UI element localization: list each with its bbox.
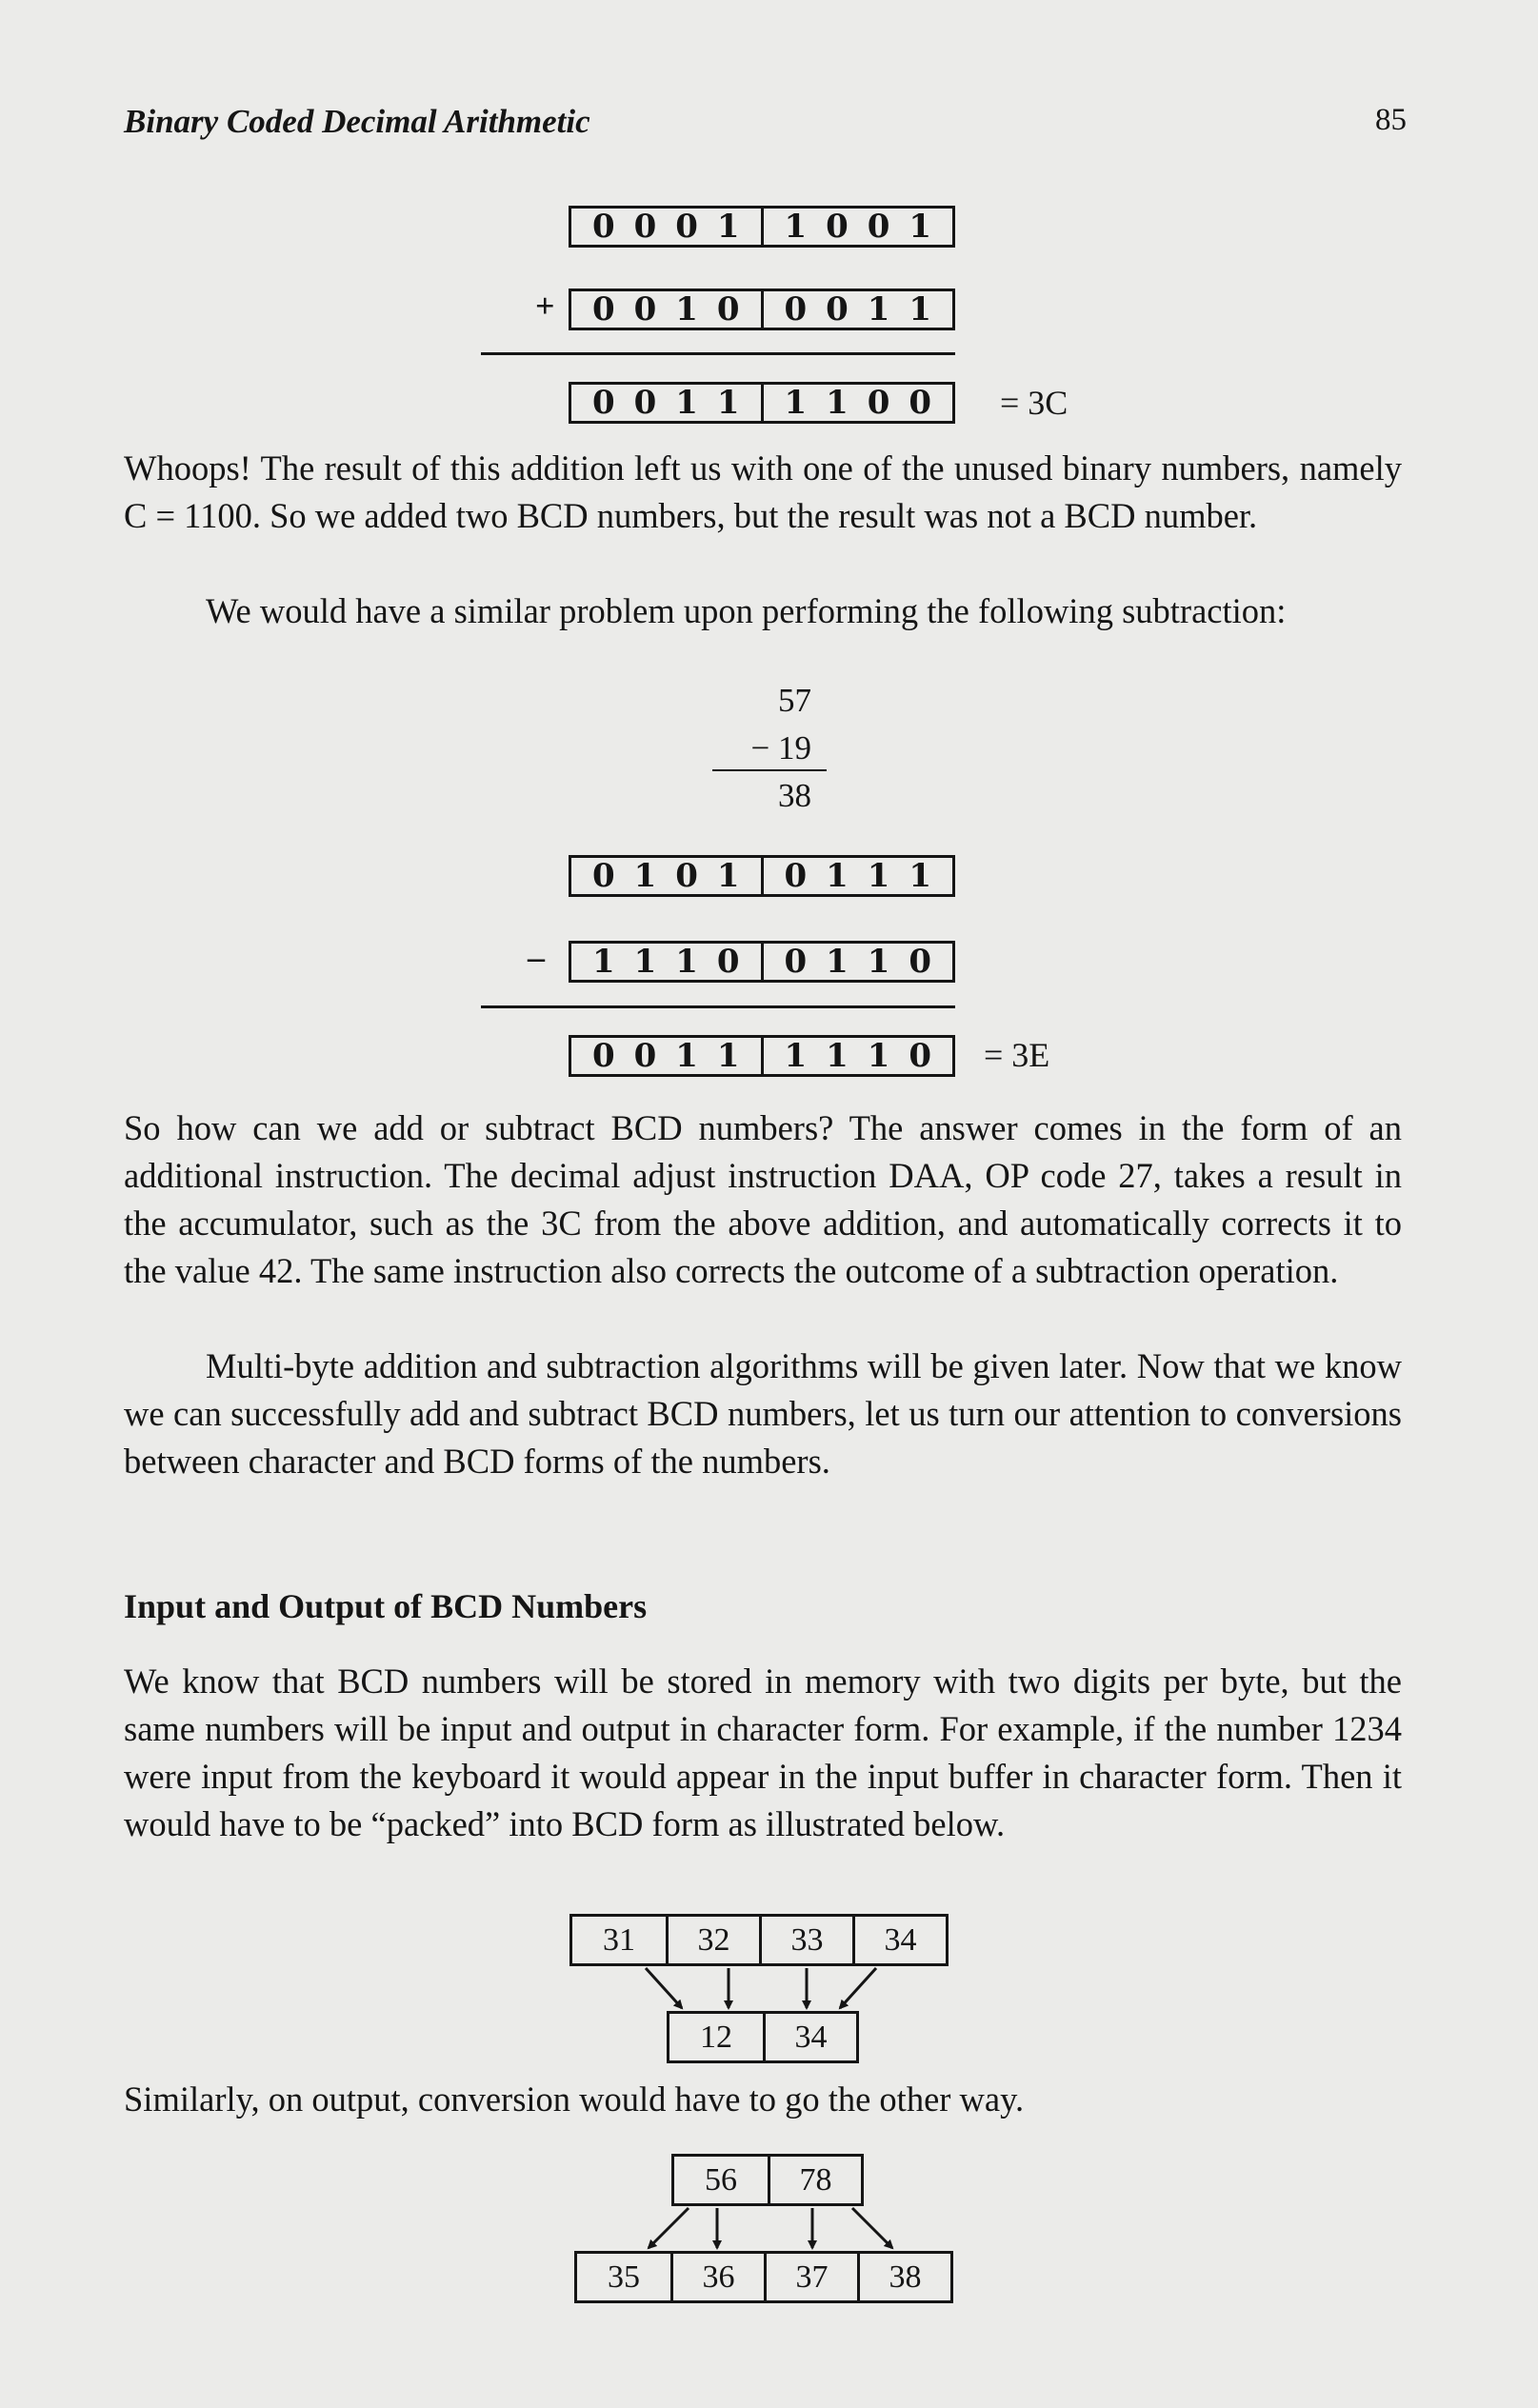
bit: 0 (633, 1037, 657, 1075)
plus-sign: + (535, 287, 555, 325)
char-byte-cell: 37 (764, 2254, 857, 2300)
bcd-byte-cell: 56 (705, 2161, 737, 2198)
low-nibble (761, 858, 953, 894)
bcd-byte-cell: 12 (700, 2019, 732, 2055)
bit: 0 (675, 857, 698, 895)
bit: 0 (675, 208, 698, 246)
section-heading: Input and Output of BCD Numbers (124, 1587, 648, 1625)
difference-hex-label: = 3E (984, 1036, 1050, 1074)
minuend: 57 (778, 682, 811, 719)
bit: 0 (591, 857, 615, 895)
bit: 1 (675, 1037, 698, 1075)
difference-line (712, 769, 827, 771)
difference-line-binary (481, 1005, 955, 1008)
bit: 1 (826, 384, 849, 422)
bit: 0 (909, 1037, 932, 1075)
char-byte-cell: 33 (759, 1917, 852, 1963)
sum-byte (569, 382, 955, 424)
paragraph-daa: So how can we add or subtract BCD numbers? The answer comes in the form of an additional instruction. The decimal adjust instruction DAA, OP code 27, takes a result in the accumulator, such as the 3C from the above addition, and automatically corrects it to the value 42. The same instruction also corrects the outcome of a subtraction operation. (124, 1108, 1402, 1290)
minus-sign: – (528, 938, 545, 976)
addend-2-byte (569, 289, 955, 330)
sum-hex-label: = 3C (1000, 384, 1069, 422)
bit: 0 (909, 384, 932, 422)
unpack-arrows (574, 2206, 955, 2254)
bit: 0 (784, 290, 808, 328)
minuend-byte (569, 855, 955, 897)
paragraph-whoops: Whoops! The result of this addition left us with one of the unused binary numbers, namely C = 1100. So we added two BCD numbers, but the result was not a BCD number. (124, 448, 1402, 535)
subtrahend: − 19 (750, 729, 811, 766)
bit: 0 (826, 208, 849, 246)
difference: 38 (778, 777, 811, 814)
paragraph-input-output: We know that BCD numbers will be stored in memory with two digits per byte, but the same numbers will be input and output in character form. For example, if the number 1234 were input from the keyboard it would appear in the input buffer in character form. Then it would have to be “packed” into BCD form as illustrated below. (124, 1662, 1402, 1843)
bit: 1 (784, 384, 808, 422)
running-title: Binary Coded Decimal Arithmetic (124, 103, 590, 140)
bit: 0 (716, 290, 740, 328)
bit: 1 (633, 943, 657, 981)
bit: 0 (591, 384, 615, 422)
sum-line (481, 352, 955, 355)
character-bytes-row-output (574, 2251, 953, 2303)
bit: 1 (591, 943, 615, 981)
bit: 0 (633, 384, 657, 422)
arrow-icon (649, 2208, 689, 2248)
bit: 1 (675, 290, 698, 328)
arrow-icon (852, 2208, 892, 2248)
bit: 1 (909, 290, 932, 328)
high-nibble (571, 385, 761, 421)
bit: 1 (716, 384, 740, 422)
bit: 0 (909, 943, 932, 981)
paragraph-output: Similarly, on output, conversion would have to go the other way. (124, 2080, 1025, 2119)
paragraph-similar-problem: We would have a similar problem upon performing the following subtraction: (206, 591, 1287, 630)
bit: 1 (633, 857, 657, 895)
bit: 1 (909, 857, 932, 895)
bit: 1 (716, 857, 740, 895)
page-number: 85 (1375, 103, 1407, 137)
bit: 1 (675, 384, 698, 422)
low-nibble (761, 944, 953, 980)
low-nibble (761, 1038, 953, 1074)
character-bytes-row (569, 1914, 949, 1966)
bit: 1 (784, 208, 808, 246)
bit: 0 (591, 208, 615, 246)
page-header (124, 103, 1407, 150)
bit: 1 (909, 208, 932, 246)
bit: 1 (675, 943, 698, 981)
bit: 0 (867, 208, 890, 246)
char-byte-cell: 35 (608, 2259, 640, 2295)
bit: 1 (867, 290, 890, 328)
paragraph-multibyte: Multi-byte addition and subtraction algorithms will be given later. Now that we know we can successfully add and subtract BCD numbers, let us turn our attention to conversions between character and BCD forms of the numbers. (124, 1346, 1402, 1481)
bit: 0 (716, 943, 740, 981)
bit: 1 (867, 943, 890, 981)
char-byte-cell: 34 (852, 1917, 946, 1963)
high-nibble (571, 944, 761, 980)
bit: 1 (826, 1037, 849, 1075)
bit: 0 (591, 1037, 615, 1075)
bit: 1 (867, 1037, 890, 1075)
bit: 0 (784, 857, 808, 895)
bit: 0 (633, 290, 657, 328)
pack-arrows (569, 1966, 950, 2014)
bit: 0 (867, 384, 890, 422)
high-nibble (571, 858, 761, 894)
bit: 1 (867, 857, 890, 895)
char-byte-cell: 32 (666, 1917, 759, 1963)
arrow-icon (646, 1968, 682, 2008)
bit: 1 (826, 857, 849, 895)
bit: 0 (784, 943, 808, 981)
bit: 1 (716, 1037, 740, 1075)
addend-1-byte (569, 206, 955, 248)
bit: 0 (826, 290, 849, 328)
bit: 1 (826, 943, 849, 981)
high-nibble (571, 209, 761, 245)
packed-bcd-row-output (671, 2154, 864, 2206)
bit: 1 (716, 208, 740, 246)
char-byte-cell: 38 (857, 2254, 950, 2300)
difference-byte (569, 1035, 955, 1077)
low-nibble (761, 385, 953, 421)
bcd-byte-cell: 34 (763, 2014, 856, 2060)
bcd-byte-cell: 78 (768, 2157, 861, 2203)
high-nibble (571, 291, 761, 328)
char-byte-cell: 31 (603, 1921, 635, 1958)
arrow-icon (840, 1968, 876, 2008)
packed-bcd-row (667, 2011, 859, 2063)
low-nibble (761, 209, 953, 245)
low-nibble (761, 291, 953, 328)
subtrahend-byte (569, 941, 955, 983)
bit: 1 (784, 1037, 808, 1075)
char-byte-cell: 36 (670, 2254, 764, 2300)
high-nibble (571, 1038, 761, 1074)
bit: 0 (633, 208, 657, 246)
bit: 0 (591, 290, 615, 328)
